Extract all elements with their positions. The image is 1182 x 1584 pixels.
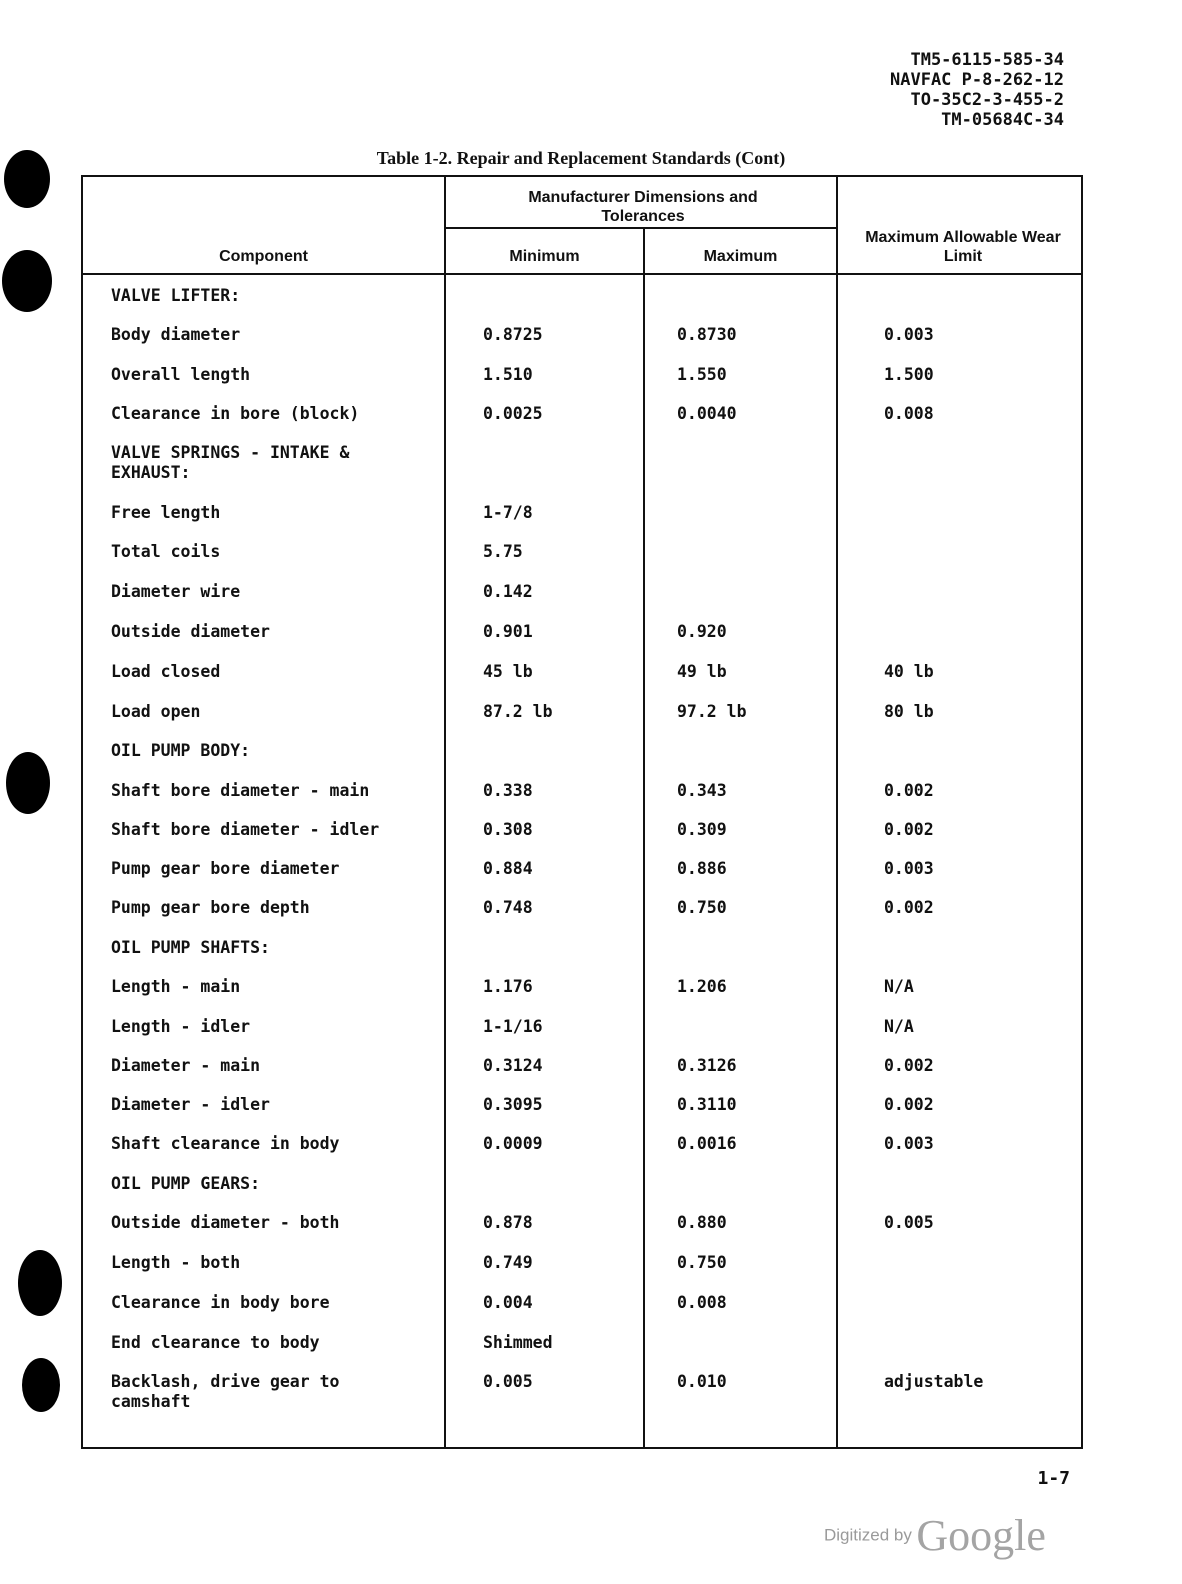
standards-table bbox=[81, 175, 1083, 1449]
cell-component: Backlash, drive gear to camshaft bbox=[111, 1372, 340, 1411]
cell-minimum: 0.142 bbox=[483, 582, 533, 601]
cell-maximum: 0.750 bbox=[677, 1253, 727, 1272]
header-wear-limit: Maximum Allowable Wear Limit bbox=[865, 229, 1061, 265]
watermark-prefix: Digitized by bbox=[824, 1525, 912, 1545]
cell-maximum: 0.8730 bbox=[677, 325, 737, 344]
cell-wear-limit: 0.003 bbox=[884, 1134, 934, 1153]
cell-component: Clearance in bore (block) bbox=[111, 404, 360, 423]
doc-id: TM5-6115-585-34 bbox=[910, 50, 1064, 70]
header-component: Component bbox=[219, 248, 308, 265]
cell-maximum: 0.920 bbox=[677, 622, 727, 641]
punch-hole bbox=[2, 250, 52, 312]
cell-minimum: 1.176 bbox=[483, 977, 533, 996]
column-divider bbox=[643, 228, 645, 1447]
cell-maximum: 0.750 bbox=[677, 898, 727, 917]
cell-wear-limit: N/A bbox=[884, 977, 914, 996]
cell-component: Shaft bore diameter - main bbox=[111, 781, 370, 800]
cell-component: Shaft bore diameter - idler bbox=[111, 820, 380, 839]
header-bottom-rule bbox=[83, 273, 1081, 275]
cell-minimum: 0.884 bbox=[483, 859, 533, 878]
cell-minimum: 0.878 bbox=[483, 1213, 533, 1232]
cell-component: Length - both bbox=[111, 1253, 241, 1272]
cell-wear-limit: N/A bbox=[884, 1017, 914, 1036]
cell-component: Outside diameter - both bbox=[111, 1213, 340, 1232]
cell-component: VALVE SPRINGS - INTAKE & EXHAUST: bbox=[111, 443, 350, 482]
cell-minimum: 0.004 bbox=[483, 1293, 533, 1312]
cell-minimum: 0.338 bbox=[483, 781, 533, 800]
table-title: Table 1-2. Repair and Replacement Standards (Cont) bbox=[376, 148, 786, 168]
cell-minimum: 45 lb bbox=[483, 662, 533, 681]
cell-component: OIL PUMP SHAFTS: bbox=[111, 938, 270, 957]
cell-maximum: 0.008 bbox=[677, 1293, 727, 1312]
cell-minimum: 1.510 bbox=[483, 365, 533, 384]
doc-id: NAVFAC P-8-262-12 bbox=[890, 70, 1064, 90]
cell-component: Total coils bbox=[111, 542, 221, 561]
cell-component: Overall length bbox=[111, 365, 251, 384]
cell-minimum: 0.005 bbox=[483, 1372, 533, 1391]
cell-component: Clearance in body bore bbox=[111, 1293, 330, 1312]
cell-wear-limit: 0.003 bbox=[884, 325, 934, 344]
cell-wear-limit: 0.002 bbox=[884, 781, 934, 800]
cell-component: Pump gear bore depth bbox=[111, 898, 310, 917]
cell-wear-limit: 0.002 bbox=[884, 1056, 934, 1075]
page-number: 1-7 bbox=[1037, 1468, 1070, 1489]
cell-wear-limit: 0.002 bbox=[884, 820, 934, 839]
watermark bbox=[824, 1510, 1046, 1561]
cell-maximum: 0.3126 bbox=[677, 1056, 737, 1075]
cell-component: OIL PUMP BODY: bbox=[111, 741, 251, 760]
cell-minimum: 87.2 lb bbox=[483, 702, 553, 721]
punch-hole bbox=[22, 1358, 60, 1412]
punch-hole bbox=[4, 150, 50, 208]
cell-minimum: Shimmed bbox=[483, 1333, 553, 1352]
cell-maximum: 0.343 bbox=[677, 781, 727, 800]
cell-maximum: 97.2 lb bbox=[677, 702, 747, 721]
cell-minimum: 0.308 bbox=[483, 820, 533, 839]
doc-id: TM-05684C-34 bbox=[941, 110, 1064, 130]
cell-minimum: 0.3124 bbox=[483, 1056, 543, 1075]
column-divider bbox=[444, 177, 446, 1447]
cell-wear-limit: 0.002 bbox=[884, 1095, 934, 1114]
cell-maximum: 0.880 bbox=[677, 1213, 727, 1232]
cell-maximum: 0.010 bbox=[677, 1372, 727, 1391]
punch-hole bbox=[18, 1250, 62, 1316]
cell-component: Diameter - main bbox=[111, 1056, 261, 1075]
cell-component: OIL PUMP GEARS: bbox=[111, 1174, 261, 1193]
cell-maximum: 49 lb bbox=[677, 662, 727, 681]
cell-minimum: 0.3095 bbox=[483, 1095, 543, 1114]
cell-wear-limit: 1.500 bbox=[884, 365, 934, 384]
cell-component: Load closed bbox=[111, 662, 221, 681]
cell-maximum: 1.550 bbox=[677, 365, 727, 384]
header-rule bbox=[444, 227, 838, 229]
document-identifiers bbox=[890, 50, 1064, 130]
punch-hole bbox=[6, 752, 50, 814]
watermark-brand: Google bbox=[916, 1511, 1046, 1560]
cell-minimum: 0.748 bbox=[483, 898, 533, 917]
cell-wear-limit: 0.008 bbox=[884, 404, 934, 423]
cell-wear-limit: 40 lb bbox=[884, 662, 934, 681]
cell-maximum: 0.0040 bbox=[677, 404, 737, 423]
cell-component: VALVE LIFTER: bbox=[111, 286, 241, 305]
header-manufacturer-group: Manufacturer Dimensions and Tolerances bbox=[528, 189, 758, 225]
header-maximum: Maximum bbox=[703, 248, 778, 265]
cell-component: Length - idler bbox=[111, 1017, 251, 1036]
cell-maximum: 0.0016 bbox=[677, 1134, 737, 1153]
cell-component: Outside diameter bbox=[111, 622, 270, 641]
cell-minimum: 1-7/8 bbox=[483, 503, 533, 522]
cell-component: Load open bbox=[111, 702, 201, 721]
cell-maximum: 0.309 bbox=[677, 820, 727, 839]
cell-wear-limit: 0.005 bbox=[884, 1213, 934, 1232]
doc-id: TO-35C2-3-455-2 bbox=[910, 90, 1064, 110]
cell-maximum: 0.886 bbox=[677, 859, 727, 878]
header-minimum: Minimum bbox=[509, 248, 580, 265]
cell-maximum: 0.3110 bbox=[677, 1095, 737, 1114]
column-divider bbox=[836, 177, 838, 1447]
cell-component: Length - main bbox=[111, 977, 241, 996]
cell-wear-limit: 0.002 bbox=[884, 898, 934, 917]
cell-component: Pump gear bore diameter bbox=[111, 859, 340, 878]
cell-component: Free length bbox=[111, 503, 221, 522]
cell-wear-limit: adjustable bbox=[884, 1372, 984, 1391]
cell-minimum: 0.8725 bbox=[483, 325, 543, 344]
cell-minimum: 5.75 bbox=[483, 542, 523, 561]
cell-minimum: 0.749 bbox=[483, 1253, 533, 1272]
cell-wear-limit: 0.003 bbox=[884, 859, 934, 878]
cell-component: Body diameter bbox=[111, 325, 241, 344]
cell-minimum: 1-1/16 bbox=[483, 1017, 543, 1036]
cell-maximum: 1.206 bbox=[677, 977, 727, 996]
cell-wear-limit: 80 lb bbox=[884, 702, 934, 721]
cell-minimum: 0.0025 bbox=[483, 404, 543, 423]
cell-minimum: 0.0009 bbox=[483, 1134, 543, 1153]
cell-component: Diameter wire bbox=[111, 582, 241, 601]
cell-component: Diameter - idler bbox=[111, 1095, 270, 1114]
cell-component: End clearance to body bbox=[111, 1333, 320, 1352]
cell-minimum: 0.901 bbox=[483, 622, 533, 641]
cell-component: Shaft clearance in body bbox=[111, 1134, 340, 1153]
